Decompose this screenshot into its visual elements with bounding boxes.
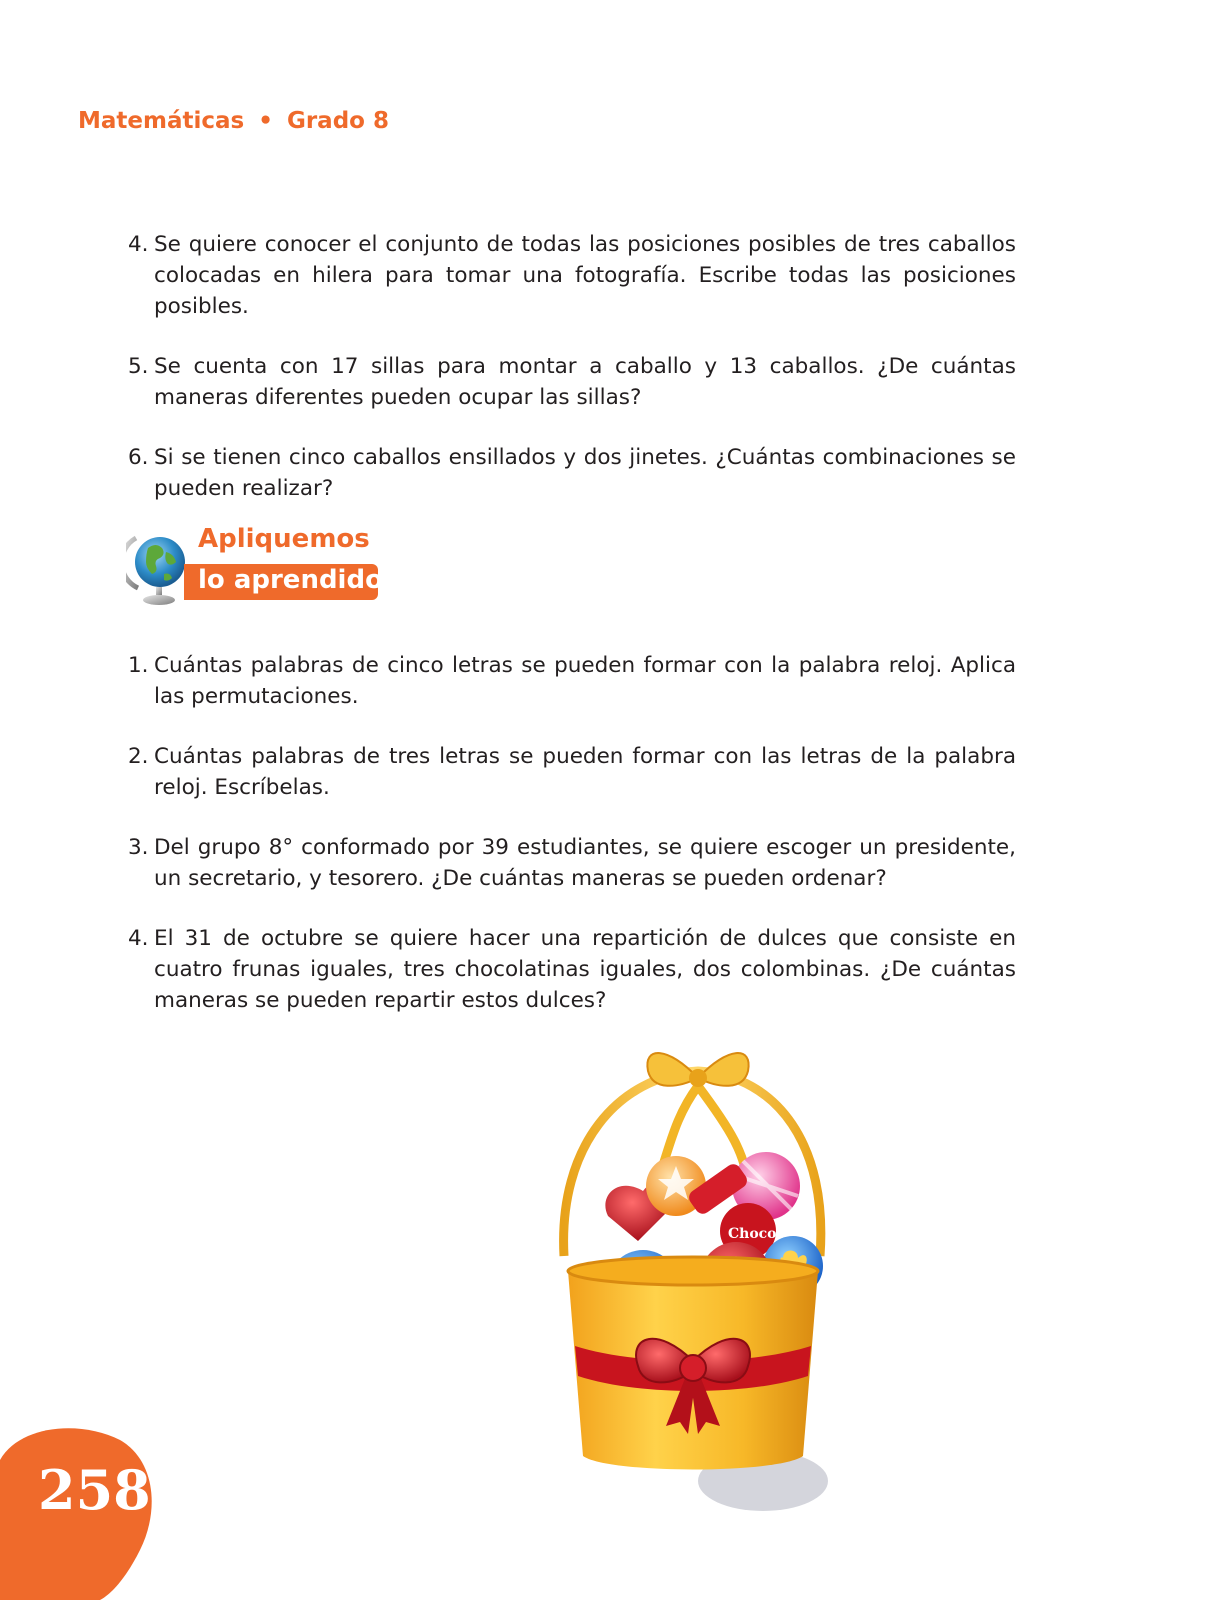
exercise-number: 3. xyxy=(128,835,149,860)
exercise-text: Si se tienen cinco caballos ensillados y dos jinetes. ¿Cuántas combinaciones se pueden realizar? xyxy=(154,445,1016,501)
page-header xyxy=(78,108,389,134)
choco-label: Choco xyxy=(728,1226,777,1242)
exercise-number: 2. xyxy=(128,744,149,769)
exercise-item xyxy=(128,650,1016,712)
exercise-number: 4. xyxy=(128,232,149,257)
exercise-number: 1. xyxy=(128,653,149,678)
exercise-number: 4. xyxy=(128,926,149,951)
exercise-item xyxy=(128,351,1016,413)
exercise-item xyxy=(128,442,1016,504)
exercise-list-top xyxy=(128,229,1016,504)
section-heading xyxy=(126,522,386,608)
exercise-number: 5. xyxy=(128,354,149,379)
exercise-text: Cuántas palabras de tres letras se pueden formar con las letras de la palabra reloj. Escríbelas. xyxy=(154,744,1016,800)
grade-label: Grado 8 xyxy=(286,108,389,134)
exercise-item xyxy=(128,741,1016,803)
exercise-text: Del grupo 8° conformado por 39 estudiantes, se quiere escoger un presidente, un secretario, y tesorero. ¿De cuántas maneras se pueden ordenar? xyxy=(154,835,1016,891)
exercise-item xyxy=(128,923,1016,1016)
subject-label: Matemáticas xyxy=(78,108,245,134)
exercise-text: El 31 de octubre se quiere hacer una repartición de dulces que consiste en cuatro frunas iguales, tres chocolatinas iguales, dos colombinas. ¿De cuántas maneras se pueden repartir estos dulces? xyxy=(154,926,1016,1013)
header-separator: • xyxy=(258,108,273,134)
globe-icon xyxy=(126,526,192,608)
exercise-number: 6. xyxy=(128,445,149,470)
exercise-item xyxy=(128,229,1016,322)
section-title-line1: Apliquemos xyxy=(198,524,370,554)
exercise-list-bottom xyxy=(128,650,1016,1016)
candy-basket-icon xyxy=(548,1026,838,1516)
section-title-line2: lo aprendido xyxy=(198,565,383,595)
exercise-item xyxy=(128,832,1016,894)
exercise-text: Cuántas palabras de cinco letras se pueden formar con la palabra reloj. Aplica las permutaciones. xyxy=(154,653,1016,709)
exercise-text: Se quiere conocer el conjunto de todas las posiciones posibles de tres caballos colocadas en hilera para tomar una fotografía. Escribe todas las posiciones posibles. xyxy=(154,232,1016,319)
page-number: 258 xyxy=(38,1458,151,1522)
exercise-text: Se cuenta con 17 sillas para montar a caballo y 13 caballos. ¿De cuántas maneras diferentes pueden ocupar las sillas? xyxy=(154,354,1016,410)
